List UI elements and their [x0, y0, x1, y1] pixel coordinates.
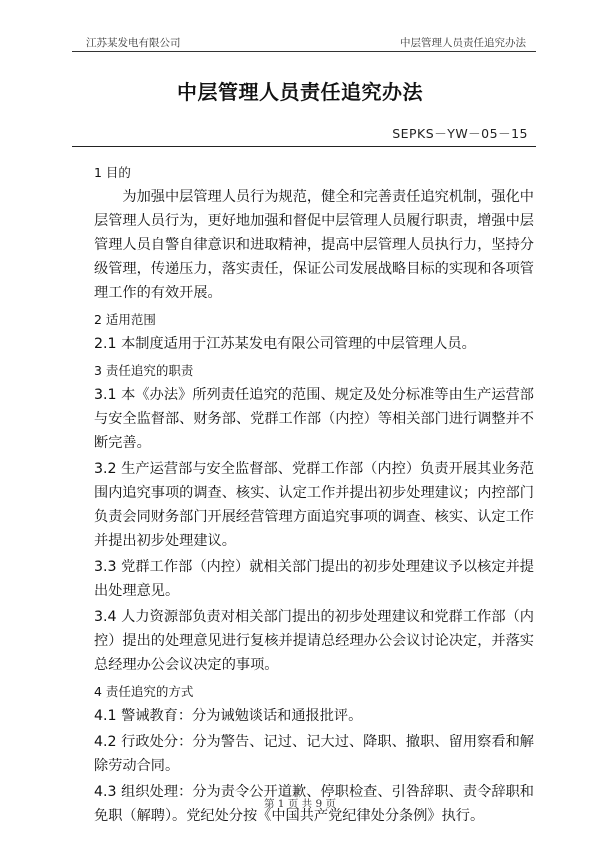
clause-3-3: 3.3 党群工作部（内控）就相关部门提出的初步处理建议予以核定并提出处理意见。	[94, 559, 534, 599]
section-heading-scope: 2 适用范围	[94, 312, 156, 327]
section-heading-responsibilities: 3 责任追究的职责	[94, 363, 194, 378]
section-heading-purpose: 1 目的	[94, 165, 131, 180]
clause-4-1: 4.1 警诫教育：分为诫勉谈话和通报批评。	[94, 708, 363, 724]
header-company: 江苏某发电有限公司	[86, 37, 181, 49]
clause-2-1: 2.1 本制度适用于江苏某发电有限公司管理的中层管理人员。	[94, 336, 476, 352]
document-title: 中层管理人员责任追究办法	[177, 80, 423, 104]
clause-3-1: 3.1 本《办法》所列责任追究的范围、规定及处分标准等由生产运营部与安全监督部、财务部、党群工作部（内控）等相关部门进行调整并不断完善。	[94, 387, 534, 451]
clause-4-3: 4.3 组织处理：分为责令公开道歉、停职检查、引咎辞职、责令辞职和免职（解聘）。党纪处分按《中国共产党纪律处分条例》执行。	[94, 784, 534, 824]
document-code: SEPKS－YW－05－15	[392, 126, 528, 141]
section-paragraph: 为加强中层管理人员行为规范，健全和完善责任追究机制，强化中层管理人员行为，更好地加强和督促中层管理人员履行职责，增强中层管理人员自警自律意识和进取精神，提高中层管理人员执行力，坚持分级管理，传递压力，落实责任，保证公司发展战略目标的实现和各项管理工作的有效开展。	[94, 189, 534, 301]
header-doc-name: 中层管理人员责任追究办法	[400, 37, 526, 49]
clause-3-2: 3.2 生产运营部与安全监督部、党群工作部（内控）负责开展其业务范围内追究事项的调查、核实、认定工作并提出初步处理建议；内控部门负责会同财务部门开展经营管理方面追究事项的调查、核实、认定工作并提出初步处理建议。	[94, 461, 534, 549]
clause-3-4: 3.4 人力资源部负责对相关部门提出的初步处理建议和党群工作部（内控）提出的处理意见进行复核并提请总经理办公会议讨论决定，并落实总经理办公会议决定的事项。	[94, 609, 534, 673]
page-footer: 第 1 页 共 9 页	[263, 798, 337, 810]
page-header	[72, 33, 536, 52]
clause-4-2: 4.2 行政处分：分为警告、记过、记大过、降职、撤职、留用察看和解除劳动合同。	[94, 734, 534, 774]
section-heading-methods: 4 责任追究的方式	[94, 684, 194, 699]
document-body	[94, 161, 534, 830]
title-divider	[72, 146, 536, 147]
